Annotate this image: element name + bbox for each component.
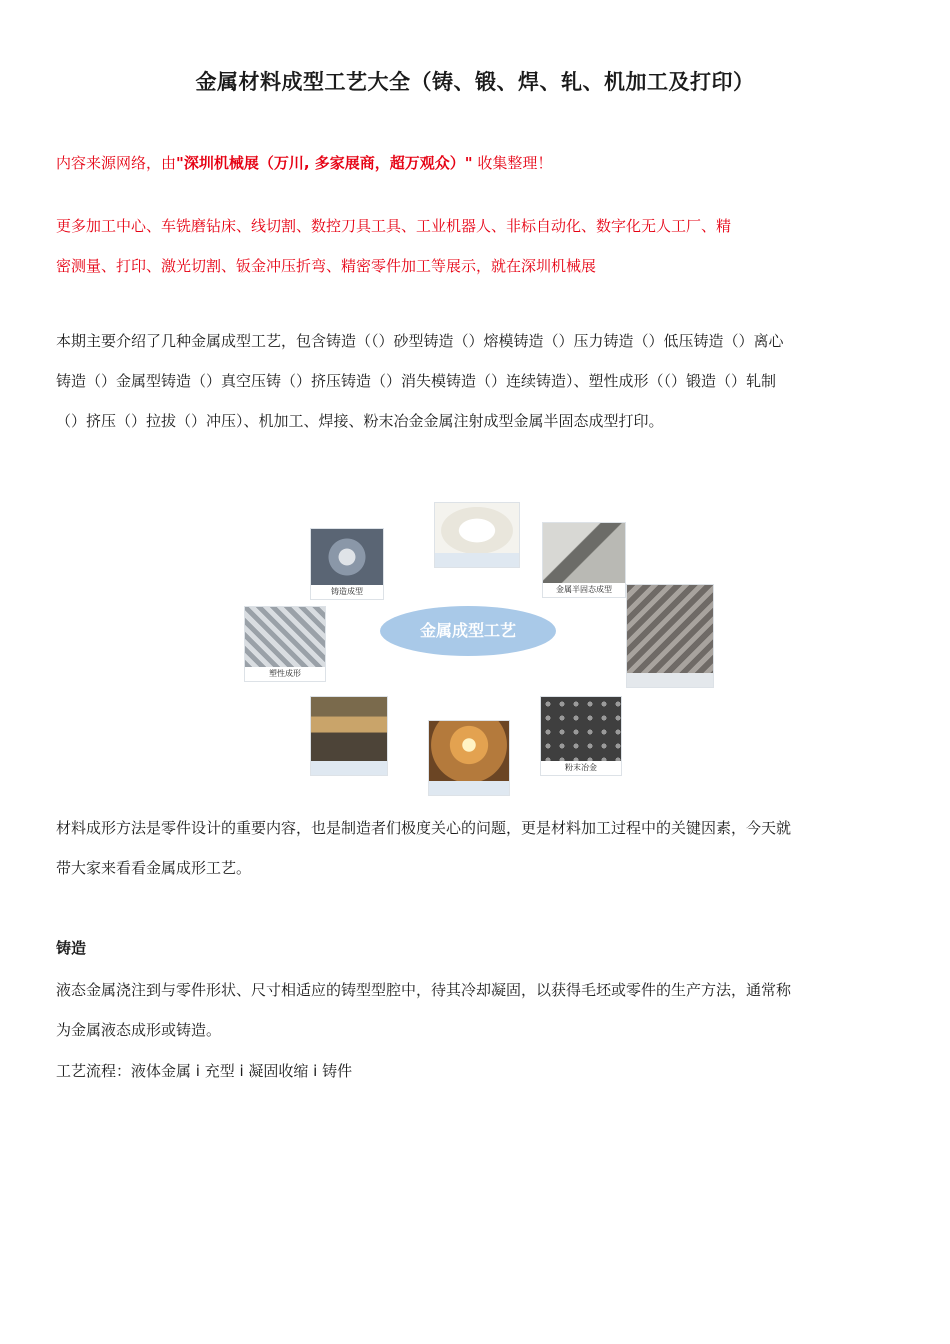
tile-top bbox=[434, 502, 520, 568]
tile-image bbox=[245, 607, 325, 667]
intro-paragraph bbox=[56, 321, 886, 441]
tile-image bbox=[435, 503, 519, 553]
center-label: 金属成型工艺 bbox=[419, 621, 516, 640]
tile-image bbox=[311, 529, 383, 585]
tile-caption: 塑性成形 bbox=[245, 667, 325, 681]
tile-powder-metallurgy bbox=[540, 696, 622, 776]
tile-caption bbox=[627, 673, 713, 687]
body-paragraph bbox=[56, 808, 886, 888]
tile-machining bbox=[310, 696, 388, 776]
tile-image bbox=[429, 721, 509, 781]
tile-caption bbox=[429, 781, 509, 795]
tile-welding bbox=[428, 720, 510, 796]
exhibition-note-line: 密测量、打印、激光切割、钣金冲压折弯、精密零件加工等展示，就在深圳机械展 bbox=[56, 257, 597, 275]
source-note-prefix: 内容来源网络，由 bbox=[56, 154, 177, 172]
exhibition-note-line: 更多加工中心、车铣磨钻床、线切割、数控刀具工具、工业机器人、非标自动化、数字化无人工厂、精 bbox=[56, 217, 732, 235]
tile-semisolid bbox=[542, 522, 626, 598]
body-line: 带大家来看看金属成形工艺。 bbox=[56, 859, 252, 877]
tile-image bbox=[541, 697, 621, 761]
document-title: 金属材料成型工艺大全（铸、锻、焊、轧、机加工及打印） bbox=[195, 70, 755, 94]
definition-line: 为金属液态成形或铸造。 bbox=[56, 1021, 222, 1039]
intro-line: 铸造（）金属型铸造（）真空压铸（）挤压铸造（）消失模铸造（）连续铸造）、塑性成形（（）锻造（）轧制 bbox=[56, 372, 777, 390]
tile-image bbox=[543, 523, 625, 583]
tile-caption: 铸造成型 bbox=[311, 585, 383, 599]
tile-image bbox=[311, 697, 387, 761]
tile-caption: 金属半固态成型 bbox=[543, 583, 625, 597]
intro-line: 本期主要介绍了几种金属成型工艺，包含铸造（（）砂型铸造（）熔模铸造（）压力铸造（）低压铸造（）离心 bbox=[56, 332, 784, 350]
source-note-highlight: "深圳机械展（万川, 多家展商，超万观众）" bbox=[176, 154, 473, 172]
section-heading-casting: 铸造 bbox=[56, 939, 87, 957]
tile-caption: 粉末冶金 bbox=[541, 761, 621, 775]
definition-line: 液态金属浇注到与零件形状、尺寸相适应的铸型型腔中，待其冷却凝固，以获得毛坯或零件的生产方法，通常称 bbox=[56, 981, 792, 999]
tile-plastic-forming bbox=[244, 606, 326, 682]
intro-line: （）挤压（）拉拔（）冲压）、机加工、焊接、粉末冶金金属注射成型金属半固态成型打印。 bbox=[56, 412, 664, 430]
casting-process-flow: 工艺流程：液体金属 i 充型 i 凝固收缩 i 铸件 bbox=[56, 1062, 353, 1080]
tile-image bbox=[627, 585, 713, 673]
tile-caption bbox=[311, 761, 387, 775]
forming-process-figure bbox=[238, 488, 712, 794]
body-line: 材料成形方法是零件设计的重要内容，也是制造者们极度关心的问题，更是材料加工过程中的关键因素，今天就 bbox=[56, 819, 792, 837]
source-note-suffix: 收集整理！ bbox=[472, 154, 553, 172]
exhibition-note bbox=[56, 206, 886, 286]
tile-casting bbox=[310, 528, 384, 600]
tile-caption bbox=[435, 553, 519, 567]
casting-definition bbox=[56, 970, 886, 1050]
tile-right bbox=[626, 584, 714, 688]
source-note bbox=[56, 150, 886, 176]
